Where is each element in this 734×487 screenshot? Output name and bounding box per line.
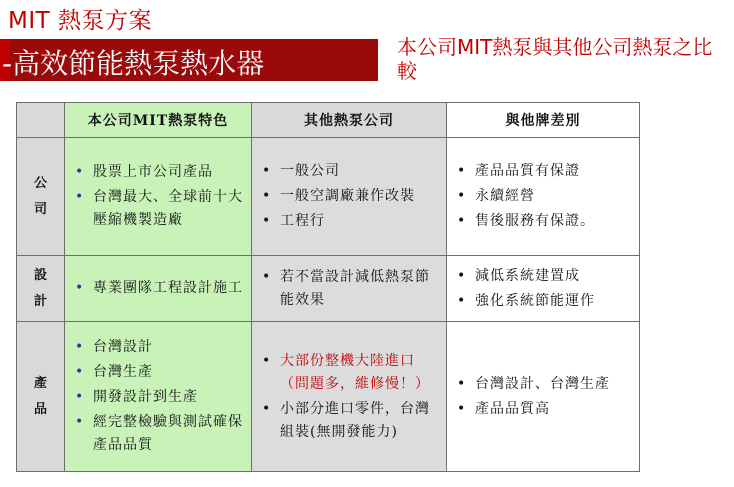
cell-ours [65, 322, 252, 472]
title-top: MIT 熱泵方案 [8, 8, 152, 34]
row-label-char: 品 [33, 401, 47, 417]
list-item: • 大部份整機大陸進口（問題多，維修慢！） [260, 350, 438, 396]
row-label-char: 公 [33, 175, 47, 191]
bullet-icon: • [457, 163, 467, 179]
bullet-icon: • [75, 389, 85, 405]
bullet-icon: • [262, 188, 272, 204]
list-item: • 產品品質高 [455, 398, 631, 421]
bullet-icon: • [262, 400, 272, 417]
bullet-icon: • [457, 292, 467, 309]
bullet-icon: • [75, 280, 85, 296]
header-cell-diff: 與他牌差別 [447, 103, 640, 138]
cell-others [252, 256, 447, 322]
bullet-icon: • [262, 352, 272, 369]
list-item: • 台灣生產 [73, 361, 243, 384]
cell-ours [65, 138, 252, 256]
list-item: • 小部分進口零件，台灣組裝(無開發能力) [260, 398, 438, 444]
title-bar [0, 39, 378, 81]
list-item: • 永續經營 [455, 185, 631, 208]
bullet-icon: • [75, 414, 85, 430]
list-item: • 產品品質有保證 [455, 160, 631, 183]
list-item: • 若不當設計減低熱泵節能效果 [260, 266, 438, 312]
bullet-icon: • [457, 188, 467, 204]
cell-ours [65, 256, 252, 322]
row-label-char: 計 [33, 293, 47, 309]
list-item: • 強化系統節能運作 [455, 290, 631, 313]
bullet-icon: • [457, 267, 467, 284]
cell-diff [447, 322, 640, 472]
bullet-icon: • [262, 213, 272, 229]
row-label-char: 產 [33, 375, 47, 391]
bullet-icon: • [262, 268, 272, 285]
list-item: • 股票上市公司產品 [73, 161, 243, 184]
bullet-icon: • [75, 339, 85, 355]
table-row [17, 138, 640, 256]
bullet-icon: • [457, 213, 467, 229]
list-item: • 經完整檢驗與測試確保產品品質 [73, 411, 243, 457]
header-cell-corner [17, 103, 65, 138]
table-row [17, 256, 640, 322]
bullet-icon: • [75, 364, 85, 380]
cell-diff [447, 138, 640, 256]
bullet-icon: • [457, 400, 467, 417]
list-item: • 台灣設計、台灣生產 [455, 373, 631, 396]
list-item: • 工程行 [260, 210, 438, 233]
cell-diff [447, 256, 640, 322]
list-item: • 一般公司 [260, 160, 438, 183]
list-item: • 台灣設計 [73, 336, 243, 359]
list-item: • 售後服務有保證。 [455, 210, 631, 233]
bullet-icon: • [457, 375, 467, 392]
bullet-icon: • [75, 189, 85, 205]
list-item: • 減低系統建置成 [455, 265, 631, 288]
list-item: • 一般空調廠兼作改裝 [260, 185, 438, 208]
row-label-product [17, 322, 65, 472]
list-item: • 開發設計到生產 [73, 386, 243, 409]
row-label-char: 設 [33, 267, 47, 283]
bullet-icon: • [75, 164, 85, 180]
cell-others [252, 322, 447, 472]
list-item: • 台灣最大、全球前十大壓縮機製造廠 [73, 186, 243, 232]
row-label-company [17, 138, 65, 256]
bullet-icon: • [262, 163, 272, 179]
table-row [17, 322, 640, 472]
row-label-design [17, 256, 65, 322]
header-cell-others: 其他熱泵公司 [252, 103, 447, 138]
table-header-row [17, 103, 640, 138]
list-item: • 專業團隊工程設計施工 [73, 277, 243, 300]
row-label-char: 司 [33, 201, 47, 217]
comparison-table [16, 102, 640, 472]
subtitle: 本公司MIT熱泵與其他公司熱泵之比較 [397, 35, 713, 83]
cell-others [252, 138, 447, 256]
page-title: -高效節能熱泵熱水器 [2, 47, 265, 80]
header-cell-ours: 本公司MIT熱泵特色 [65, 103, 252, 138]
